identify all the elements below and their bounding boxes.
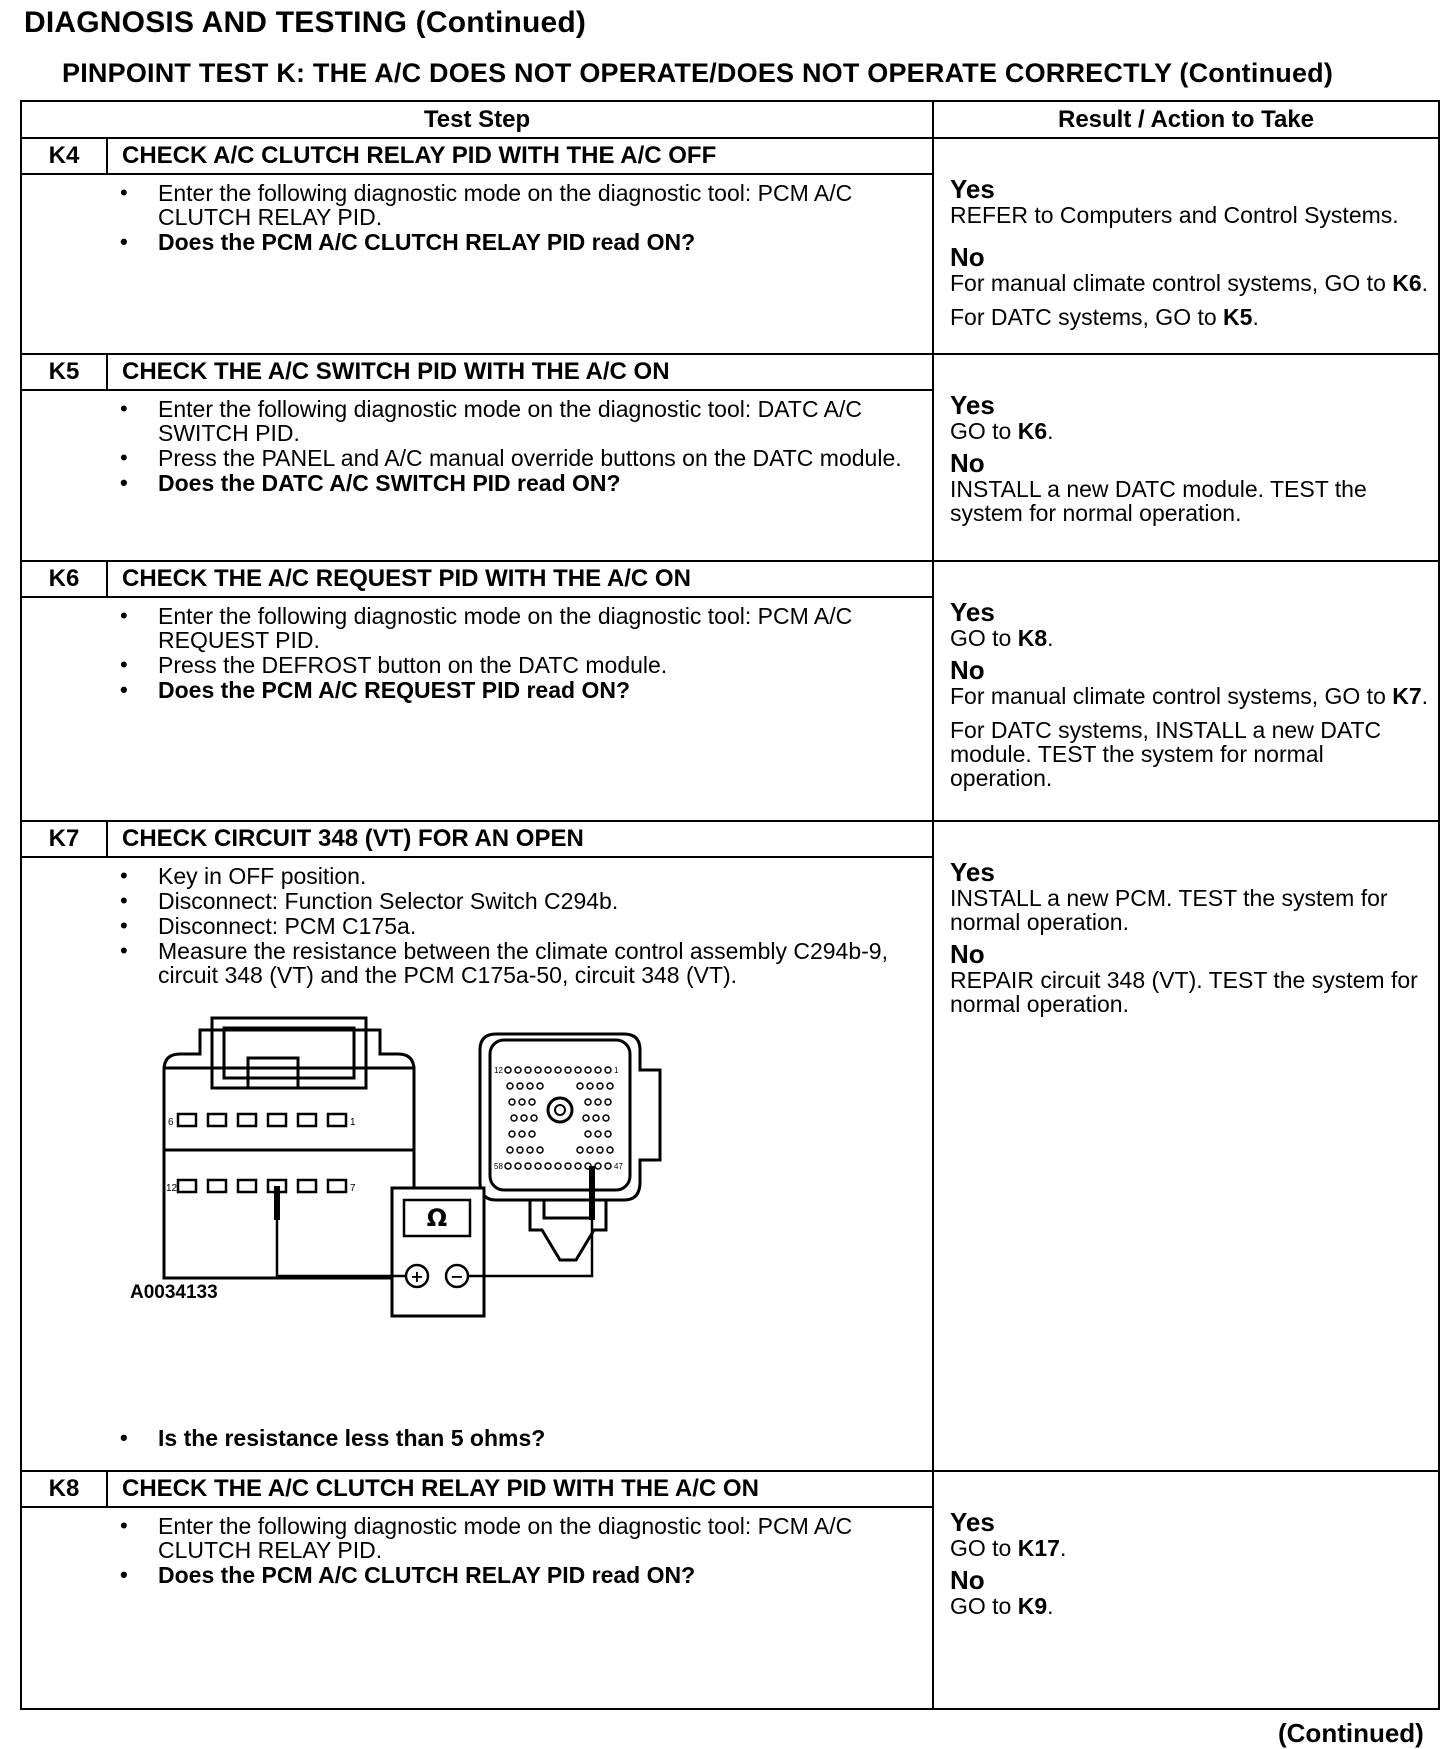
pin-cavity (537, 1083, 543, 1089)
yes-label: Yes (950, 597, 995, 627)
step-header (22, 139, 934, 175)
pin-cavity (595, 1067, 601, 1073)
no-action: For manual climate control systems, GO to K6. (950, 270, 1429, 296)
step-question: • Is the resistance less than 5 ohms? (114, 1426, 914, 1450)
figure-caption: A0034133 (130, 1282, 218, 1303)
step-id: K7 (22, 822, 108, 856)
pin-cavity (597, 1147, 603, 1153)
step-ref-link[interactable]: K9 (1017, 1593, 1048, 1619)
yes-action: GO to K6. (950, 418, 1054, 444)
step-header (22, 562, 934, 598)
no-action: For manual climate control systems, GO to K7. (950, 683, 1429, 709)
pin-cavity (515, 1163, 521, 1169)
instruction-item: • Press the PANEL and A/C manual override buttons on the DATC module. (114, 446, 914, 470)
step-instructions (114, 604, 914, 703)
column-header-test-step: Test Step (22, 102, 934, 137)
pin-cavity (298, 1114, 316, 1126)
no-action-text: For DATC systems, GO to (950, 304, 1217, 330)
pin-cavity (595, 1163, 601, 1169)
pin-number-label: 7 (350, 1183, 356, 1194)
yes-label: Yes (950, 1507, 995, 1537)
step-header (22, 1472, 934, 1508)
pin-cavity (555, 1163, 561, 1169)
step-id: K5 (22, 355, 108, 389)
step-question: • Does the PCM A/C REQUEST PID read ON? (114, 678, 914, 702)
pin-cavity (268, 1114, 286, 1126)
step-header (22, 355, 934, 391)
no-action-text: For manual climate control systems, GO to (950, 683, 1386, 709)
no-action: REPAIR circuit 348 (VT). TEST the system for normal operation. (950, 967, 1418, 1017)
pin-cavity (595, 1131, 601, 1137)
step-result (950, 592, 1430, 790)
left-connector-pin-row-top (178, 1114, 346, 1126)
pin-cavity (238, 1180, 256, 1192)
step-question-wrap (114, 1426, 914, 1451)
ohm-symbol: Ω (426, 1204, 448, 1232)
instruction-item: • Key in OFF position. (114, 864, 914, 888)
pin-cavity (517, 1083, 523, 1089)
yes-action-text: GO to (950, 625, 1012, 651)
pin-cavity (529, 1099, 535, 1105)
pin-cavity (517, 1147, 523, 1153)
test-step-k4 (22, 139, 1438, 355)
test-step-k8 (22, 1472, 1438, 1708)
no-action: GO to K9. (950, 1593, 1054, 1619)
function-selector-connector (164, 1018, 414, 1278)
step-ref-link[interactable]: K6 (1392, 270, 1422, 296)
pin-cavity (507, 1083, 513, 1089)
pin-cavity (511, 1115, 517, 1121)
no-label: No (950, 448, 985, 478)
no-action: INSTALL a new DATC module. TEST the system for normal operation. (950, 476, 1367, 526)
continued-footer: (Continued) (1278, 1718, 1424, 1748)
pin-number-label: 1 (350, 1117, 356, 1128)
step-title: CHECK A/C CLUTCH RELAY PID WITH THE A/C OFF (122, 142, 717, 169)
pin-cavity (597, 1083, 603, 1089)
step-ref-link[interactable]: K5 (1223, 304, 1253, 330)
step-result (950, 852, 1430, 1016)
step-title: CHECK THE A/C CLUTCH RELAY PID WITH THE A/C ON (122, 1475, 759, 1502)
instruction-item: • Measure the resistance between the climate control assembly C294b-9, circuit 348 (VT) and the PCM C175a-50, circuit 348 (VT). (114, 939, 914, 987)
instruction-item: • Disconnect: PCM C175a. (114, 914, 914, 938)
pin-cavity (515, 1067, 521, 1073)
pin-cavity (605, 1163, 611, 1169)
pin-cavity (521, 1115, 527, 1121)
pin-cavity (585, 1099, 591, 1105)
pin-cavity (328, 1114, 346, 1126)
step-id: K8 (22, 1472, 108, 1506)
column-header-result: Result / Action to Take (1057, 106, 1315, 133)
table-header (22, 102, 1438, 139)
pin-cavity (595, 1099, 601, 1105)
pin-cavity (505, 1163, 511, 1169)
step-result (950, 385, 1430, 525)
pin-cavity (509, 1099, 515, 1105)
pin-cavity (565, 1067, 571, 1073)
yes-label: Yes (950, 857, 995, 887)
step-instructions (114, 397, 914, 496)
step-question: • Does the DATC A/C SWITCH PID read ON? (114, 471, 914, 495)
step-id: K6 (22, 562, 108, 596)
step-title: CHECK THE A/C SWITCH PID WITH THE A/C ON (122, 358, 670, 385)
instruction-item: • Press the DEFROST button on the DATC module. (114, 653, 914, 677)
pin-cavity (575, 1163, 581, 1169)
step-title: CHECK CIRCUIT 348 (VT) FOR AN OPEN (122, 825, 584, 852)
pin-cavity (208, 1180, 226, 1192)
page-title: DIAGNOSIS AND TESTING (Continued) (24, 6, 587, 39)
pin-cavity (505, 1067, 511, 1073)
pin-cavity (587, 1147, 593, 1153)
yes-action: REFER to Computers and Control Systems. (950, 202, 1399, 228)
yes-action-text: GO to (950, 418, 1012, 444)
pin-cavity (519, 1099, 525, 1105)
pin-cavity (527, 1083, 533, 1089)
instruction-item: • Enter the following diagnostic mode on the diagnostic tool: PCM A/C CLUTCH RELAY PID. (114, 1514, 914, 1562)
pin-cavity (527, 1147, 533, 1153)
pin-cavity (605, 1131, 611, 1137)
no-label: No (950, 939, 985, 969)
no-action-alt: For DATC systems, INSTALL a new DATC module. TEST the system for normal operation. (950, 717, 1382, 791)
test-step-k5 (22, 355, 1438, 562)
pin-number-label: 47 (614, 1162, 623, 1171)
no-label: No (950, 1565, 985, 1595)
connector-bolt (548, 1098, 572, 1122)
pin-cavity (603, 1115, 609, 1121)
step-ref-link[interactable]: K7 (1392, 683, 1422, 709)
pin-cavity (507, 1147, 513, 1153)
instruction-item: • Enter the following diagnostic mode on the diagnostic tool: PCM A/C REQUEST PID. (114, 604, 914, 652)
instruction-item: • Enter the following diagnostic mode on the diagnostic tool: DATC A/C SWITCH PID. (114, 397, 914, 445)
diagnostic-table (20, 100, 1440, 1710)
yes-action: GO to K17. (950, 1535, 1067, 1561)
step-instructions (114, 181, 914, 255)
pin-number-label: 6 (168, 1117, 174, 1128)
pin-cavity (545, 1163, 551, 1169)
pin-cavity (565, 1163, 571, 1169)
pcm-connector-pin-field (505, 1067, 613, 1169)
no-action-alt: For DATC systems, GO to K5. (950, 304, 1259, 330)
pin-cavity (531, 1115, 537, 1121)
pin-cavity (577, 1147, 583, 1153)
pin-cavity (535, 1067, 541, 1073)
pin-cavity (585, 1131, 591, 1137)
yes-label: Yes (950, 174, 995, 204)
pin-cavity (605, 1067, 611, 1073)
left-connector-pin-row-bottom (178, 1180, 346, 1192)
step-title: CHECK THE A/C REQUEST PID WITH THE A/C ON (122, 565, 691, 592)
step-ref-link[interactable]: K6 (1017, 418, 1048, 444)
yes-action: INSTALL a new PCM. TEST the system for normal operation. (950, 885, 1388, 935)
pin-cavity (519, 1131, 525, 1137)
pin-cavity (607, 1147, 613, 1153)
pin-cavity (545, 1067, 551, 1073)
step-instructions (114, 1514, 914, 1588)
test-lead-positive (277, 1220, 406, 1276)
pin-cavity (525, 1163, 531, 1169)
pin-cavity (577, 1083, 583, 1089)
minus-sign: − (450, 1267, 464, 1286)
yes-action: GO to K8. (950, 625, 1054, 651)
test-step-k6 (22, 562, 1438, 822)
pin-cavity (537, 1147, 543, 1153)
pin-number-label: 1 (614, 1066, 619, 1075)
yes-action-text: GO to (950, 1535, 1012, 1561)
step-question: • Does the PCM A/C CLUTCH RELAY PID read ON? (114, 1563, 914, 1587)
pin-cavity (238, 1114, 256, 1126)
pin-number-label: 12 (166, 1183, 178, 1194)
pinpoint-test-title: PINPOINT TEST K: THE A/C DOES NOT OPERATE/DOES NOT OPERATE CORRECTLY (Continued) (62, 58, 1334, 88)
yes-label: Yes (950, 390, 995, 420)
pin-cavity (178, 1180, 196, 1192)
pin-cavity (178, 1114, 196, 1126)
pin-cavity (208, 1114, 226, 1126)
pin-cavity (605, 1099, 611, 1105)
pin-cavity (535, 1163, 541, 1169)
pin-cavity (509, 1131, 515, 1137)
pin-cavity (593, 1115, 599, 1121)
no-label: No (950, 242, 985, 272)
pin-cavity (529, 1131, 535, 1137)
pin-cavity (575, 1067, 581, 1073)
pin-cavity (583, 1115, 589, 1121)
step-instructions (114, 864, 914, 988)
ohmmeter (392, 1188, 484, 1316)
pin-number-label: 12 (494, 1066, 503, 1075)
step-ref-link[interactable]: K17 (1017, 1535, 1060, 1561)
plus-sign: + (410, 1267, 424, 1286)
pin-cavity (607, 1083, 613, 1089)
step-id: K4 (22, 139, 108, 173)
step-result (950, 169, 1430, 329)
step-ref-link[interactable]: K8 (1017, 625, 1048, 651)
instruction-item: • Disconnect: Function Selector Switch C294b. (114, 889, 914, 913)
pin-cavity (298, 1180, 316, 1192)
step-result (950, 1502, 1430, 1618)
step-header (22, 822, 934, 858)
pin-cavity (328, 1180, 346, 1192)
pin-cavity (555, 1067, 561, 1073)
connector-bolt-center (555, 1105, 565, 1115)
pin-cavity (587, 1083, 593, 1089)
step-question: • Does the PCM A/C CLUTCH RELAY PID read ON? (114, 230, 914, 254)
pin-cavity (525, 1067, 531, 1073)
pin-number-label: 58 (494, 1162, 503, 1171)
no-label: No (950, 655, 985, 685)
pin-cavity (585, 1067, 591, 1073)
instruction-item: • Enter the following diagnostic mode on the diagnostic tool: PCM A/C CLUTCH RELAY PID. (114, 181, 914, 229)
no-action-text: GO to (950, 1593, 1012, 1619)
no-action-text: For manual climate control systems, GO to (950, 270, 1386, 296)
